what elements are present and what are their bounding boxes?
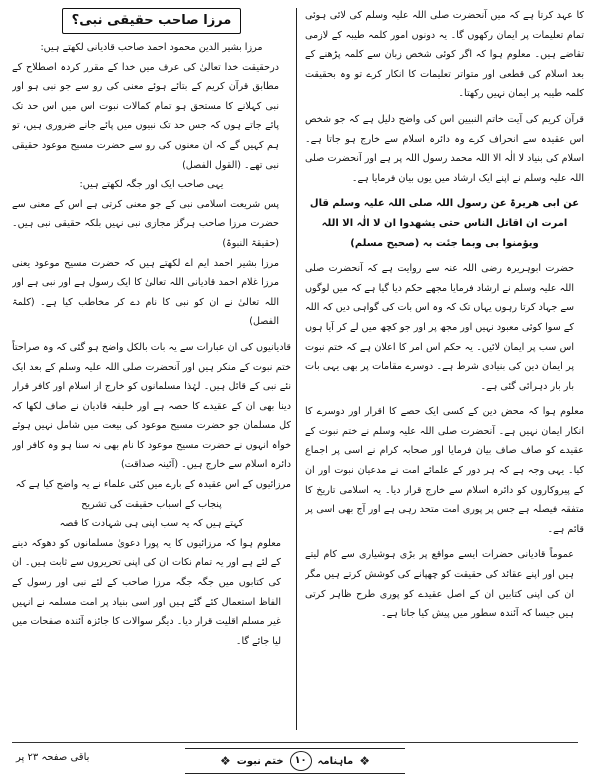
left-column <box>12 6 291 733</box>
paragraph: معلوم ہوا کہ مرزائیوں کا یہ پورا دعویٰ مسلمانوں کو دھوکہ دینے کے لئے ہے اور یہ تمام نکات ان کی اپنی تحریروں سے ثابت ہیں۔ ان کی کتابوں میں جگہ جگہ مرزا صاحب کے لئے نبی اور رسول کے الفاظ استعمال کئے گئے ہیں اور اسی بنیاد پر امت مسلمہ نے انہیں غیر مسلم اقلیت قرار دیا۔ دیگر سوالات کا جائزہ آئندہ صفحات میں لیا جائے گا۔ <box>12 537 281 647</box>
paragraph: حضرت ابوہریرہ رضی اللہ عنہ سے روایت ہے کہ آنحضرت صلی اللہ علیہ وسلم نے ارشاد فرمایا مجھے حکم دیا گیا ہے کہ میں لوگوں سے جہاد کرتا رہوں یہاں تک کہ وہ اس بات کی گواہی دیں کہ اللہ کے سوا کوئی معبود نہیں اور مجھ پر اور جو کچھ میں لے کر آیا ہوں اس سب پر ایمان لائیں۔ یہ حکم اس امر کا اعلان ہے کہ ختم نبوت پر ایمان دین کی بنیادی شرط ہے۔ دوسرے مقامات پر بھی یہی بات بار بار دہرائی گئی ہے۔ <box>305 263 574 392</box>
article-title: مرزا صاحب حقیقی نبی؟ <box>62 8 241 34</box>
footer-banner <box>185 748 405 774</box>
paragraph: کا عہد کرتا ہے کہ میں آنحضرت صلی اللہ علیہ وسلم کی لائی ہوئی تمام تعلیمات پر ایمان رکھوں گا۔ یہ دونوں امور کلمہ طیبہ کے لازمی تقاضے ہیں۔ معلوم ہوا کہ اگر کوئی شخص زبان سے کلمہ پڑھنے کے بعد اسلام کی قطعی اور متواتر تعلیمات کا انکار کرے تو وہ بحقیقت کلمہ طیبہ پر ایمان نہیں رکھتا۔ <box>305 10 584 100</box>
paragraph: قرآن کریم کی آیت خاتم النبیین اس کی واضح دلیل ہے کہ جو شخص اس عقیدہ سے انحراف کرے وہ دائرہ اسلام سے خارج ہو جاتا ہے۔ اسلام کی بنیاد لا الٰہ الا اللہ محمد رسول اللہ پر ہے اور آنحضرت صلی اللہ علیہ وسلم نے اپنے ایک ارشاد میں یوں بیان فرمایا ہے۔ <box>305 113 584 184</box>
continued-note: باقی صفحہ ۲۳ پر <box>16 752 90 763</box>
ornament-icon: ❖ <box>220 754 231 768</box>
quote-paragraph: درحقیقت خدا تعالیٰ کی عرف میں خدا کے مقرر کردہ اصطلاح کے مطابق قرآن کریم کے بتائے ہوئے معنی کی رو سے جو نبی ہو اور نبی کہلانے کا مستحق ہو تمام کمالات نبوت اس میں اس حد تک پائے جاتے ہوں کہ جس حد تک نبیوں میں پائے جانے ضروری ہیں، تو ہم کہیں گے کہ ان معنوں کی رو سے حضرت مسیح موعود حقیقی نبی تھے۔ (القول الفصل) <box>12 61 279 171</box>
verse-line: کہتے ہیں کہ یہ سب اپنی ہی شہادت کا قصہ <box>59 518 244 530</box>
ornament-icon: ❖ <box>359 754 371 768</box>
quote-paragraph: مرزا بشیر احمد ایم اے لکھتے ہیں کہ حضرت مسیح موعود یعنی مرزا غلام احمد قادیانی اللہ تعالیٰ کا ایک رسول ہے اور نبی ہے اور اللہ تعالیٰ نے ان کو نبی کا نام دے کر مخاطب کیا ہے۔ (کلمۃ الفصل) <box>12 257 279 328</box>
right-column <box>305 6 584 733</box>
page-number: ۱۰ <box>290 751 312 771</box>
page-footer <box>0 738 590 774</box>
paragraph: یہی صاحب ایک اور جگہ لکھتے ہیں: <box>79 179 224 191</box>
magazine-name: ختم نبوت <box>236 755 284 767</box>
publication-name: ماہنامہ <box>317 755 354 767</box>
paragraph: مرزائیوں کے اس عقیدہ کے بارے میں کئی علماء نے یہ واضح کیا ہے کہ <box>15 479 291 491</box>
hadith-quote: عن ابی ھریرۃ عن رسول اللہ صلی اللہ علیہ وسلم قال امرت ان اقاتل الناس حتی یشھدوا ان لا الٰہ الا اللہ ویؤمنوا بی وبما جئت بہ (صحیح مسلم) <box>309 198 580 249</box>
verse-line: پنجاب کے اسباب حقیقت کی تشریح <box>81 498 222 510</box>
paragraph: عموماً قادیانی حضرات ایسے مواقع پر بڑی ہوشیاری سے کام لیتے ہیں اور اپنے عقائد کی حقیقت کو چھپانے کی کوشش کرتے ہیں مگر ان کی اپنی کتابیں ان کے اصل عقیدے کو پوری طرح ظاہر کرتی ہیں جیسا کہ آئندہ سطور میں پیش کیا جاتا ہے۔ <box>305 549 574 620</box>
column-divider <box>296 8 297 730</box>
quote-paragraph: پس شریعت اسلامی نبی کے جو معنی کرتی ہے اس کے معنی سے حضرت مرزا صاحب ہرگز مجازی نبی نہیں بلکہ حقیقی نبی ہیں۔ (حقیقۃ النبوۃ) <box>12 198 279 249</box>
footer-divider <box>12 742 578 743</box>
paragraph: قادیانیوں کی ان عبارات سے یہ بات بالکل واضح ہو گئی کہ وہ صراحتاً ختم نبوت کے منکر ہیں اور آنحضرت صلی اللہ علیہ وسلم کے بعد ایک نئے نبی کے قائل ہیں۔ لہٰذا مسلمانوں کو خارج از اسلام اور کافر قرار دینا بھی ان کے عقیدے کا حصہ ہے اور خلیفہ قادیان نے صاف لکھا کہ کل مسلمان جو حضرت مسیح موعود کی بیعت میں شامل نہیں ہوئے خواہ انہوں نے حضرت مسیح موعود کا نام بھی نہ سنا ہو وہ کافر اور دائرہ اسلام سے خارج ہیں۔ (آئینہ صداقت) <box>12 341 291 471</box>
paragraph: معلوم ہوا کہ محض دین کے کسی ایک حصے کا اقرار اور دوسرے کا انکار ایمان نہیں ہے۔ آنحضرت صلی اللہ علیہ وسلم نے ختم نبوت کے عقیدے کو صاف صاف بیان فرمایا اور صحابہ کرام نے اسی پر اجماع کیا۔ یہی وجہ ہے کہ ہر دور کے علمائے امت نے مدعیان نبوت اور ان کے پیروکاروں کو دائرہ اسلام سے خارج قرار دیا۔ یہ اسلامی تاریخ کا متفقہ فیصلہ ہے جس پر پوری امت متحد رہی ہے اور آج بھی اسی پر قائم ہے۔ <box>305 406 584 535</box>
subtitle: مرزا بشیر الدین محمود احمد صاحب قادیانی لکھتے ہیں: <box>40 42 263 53</box>
